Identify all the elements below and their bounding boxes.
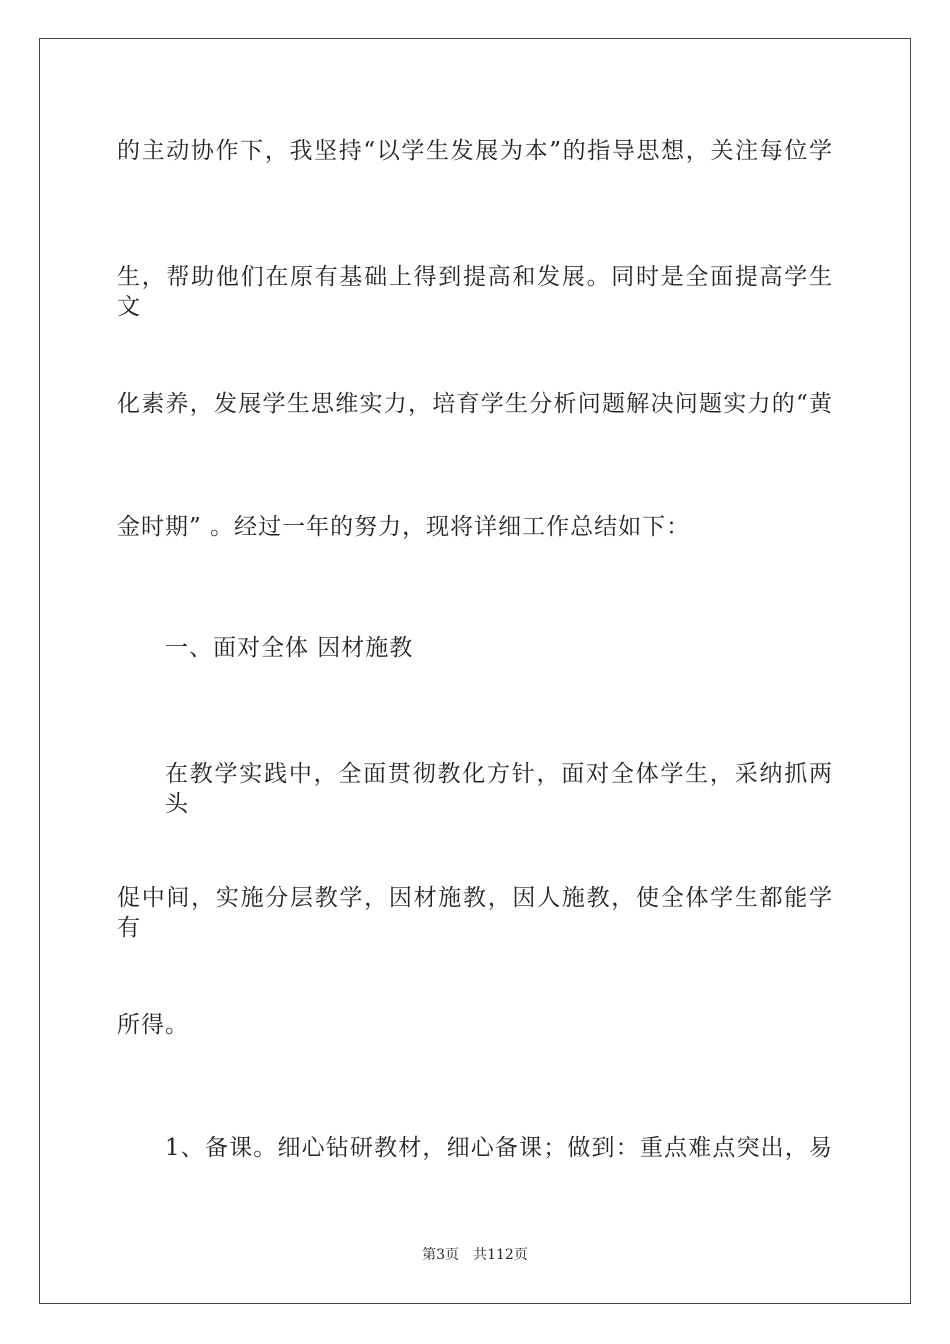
- page-border: [39, 38, 911, 1304]
- body-text-line: 促中间，实施分层教学，因材施教，因人施教，使全体学生都能学有: [117, 885, 833, 941]
- total-pages: 共112页: [473, 1247, 528, 1263]
- section-heading: 一、面对全体 因材施教: [165, 635, 414, 661]
- page-number: 第3页: [422, 1247, 460, 1263]
- body-text-line: 的主动协作下，我坚持“以学生发展为本”的指导思想，关注每位学: [117, 138, 833, 164]
- body-text-line: 金时期” 。经过一年的努力，现将详细工作总结如下：: [117, 514, 691, 540]
- body-text-line: 化素养，发展学生思维实力，培育学生分析问题解决问题实力的“黄: [117, 391, 833, 417]
- body-text-line: 1、备课。细心钻研教材，细心备课；做到：重点难点突出，易: [165, 1135, 833, 1161]
- body-text-line: 所得。: [117, 1012, 189, 1038]
- body-text-line: 在教学实践中，全面贯彻教化方针，面对全体学生，采纳抓两头: [165, 761, 833, 817]
- page-footer: [0, 1246, 950, 1264]
- body-text-line: 生，帮助他们在原有基础上得到提高和发展。同时是全面提高学生文: [117, 264, 833, 320]
